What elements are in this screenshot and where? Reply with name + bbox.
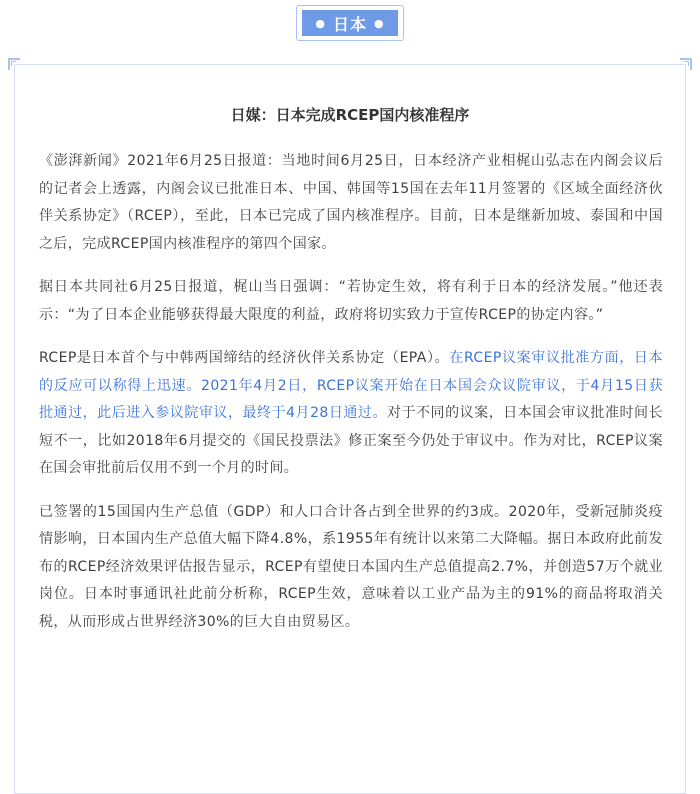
bullet-dot-icon: ●	[374, 16, 385, 30]
paragraph-2: 据日本共同社6月25日报道，梶山当日强调：“若协定生效，将有利于日本的经济发展。”他还表示：“为了日本企业能够获得最大限度的利益，政府将切实致力于宣传RCEP的协定内容。”	[39, 279, 663, 323]
article-body	[39, 148, 663, 652]
frame-corner-icon	[8, 58, 20, 70]
section-tag	[296, 5, 404, 41]
paragraph-3	[39, 345, 663, 483]
section-tag-label: 日本	[332, 14, 367, 34]
article-title: 日媒：日本完成RCEP国内核准程序	[230, 106, 470, 124]
highlighted-text: 在RCEP议案审议批准方面，日本的反应可以称得上迅速。2021年4月2日，RCEP议案开始在日本国会众议院审议，于4月15日获批通过，此后进入参议院审议，最终于4月28日通过。	[39, 350, 663, 421]
section-tag-label-box	[302, 10, 398, 36]
frame-corner-icon	[680, 58, 692, 70]
paragraph-4: 已签署的15国国内生产总值（GDP）和人口合计各占到全世界的约3成。2020年，受新冠肺炎疫情影响，日本国内生产总值大幅下降4.8%，系1955年有统计以来第二大降幅。据日本政府此前发布的RCEP经济效果评估报告显示，RCEP有望使日本国内生产总值提高2.7%，并创造57万个就业岗位。日本时事通讯社此前分析称，RCEP生效，意味着以工业产品为主的91%的商品将取消关税，从而形成占世界经济30%的巨大自由贸易区。	[39, 503, 663, 630]
paragraph-3-tail: 对于不同的议案，日本国会审议批准时间长短不一，比如2018年6月提交的《国民投票法》修正案至今仍处于审议中。作为对比，RCEP议案在国会审批前后仅用不到一个月的时间。	[39, 405, 663, 476]
paragraph-1: 《澎湃新闻》2021年6月25日报道：当地时间6月25日，日本经济产业相梶山弘志在内阁会议后的记者会上透露，内阁会议已批准日本、中国、韩国等15国在去年11月签署的《区域全面经济伙伴关系协定》（RCEP），至此，日本已完成了国内核准程序。目前，日本是继新加坡、泰国和中国之后，完成RCEP国内核准程序的第四个国家。	[39, 153, 663, 252]
bullet-dot-icon: ●	[315, 16, 326, 30]
paragraph-3-lead: RCEP是日本首个与中韩两国缔结的经济伙伴关系协定（EPA）。	[39, 350, 450, 366]
